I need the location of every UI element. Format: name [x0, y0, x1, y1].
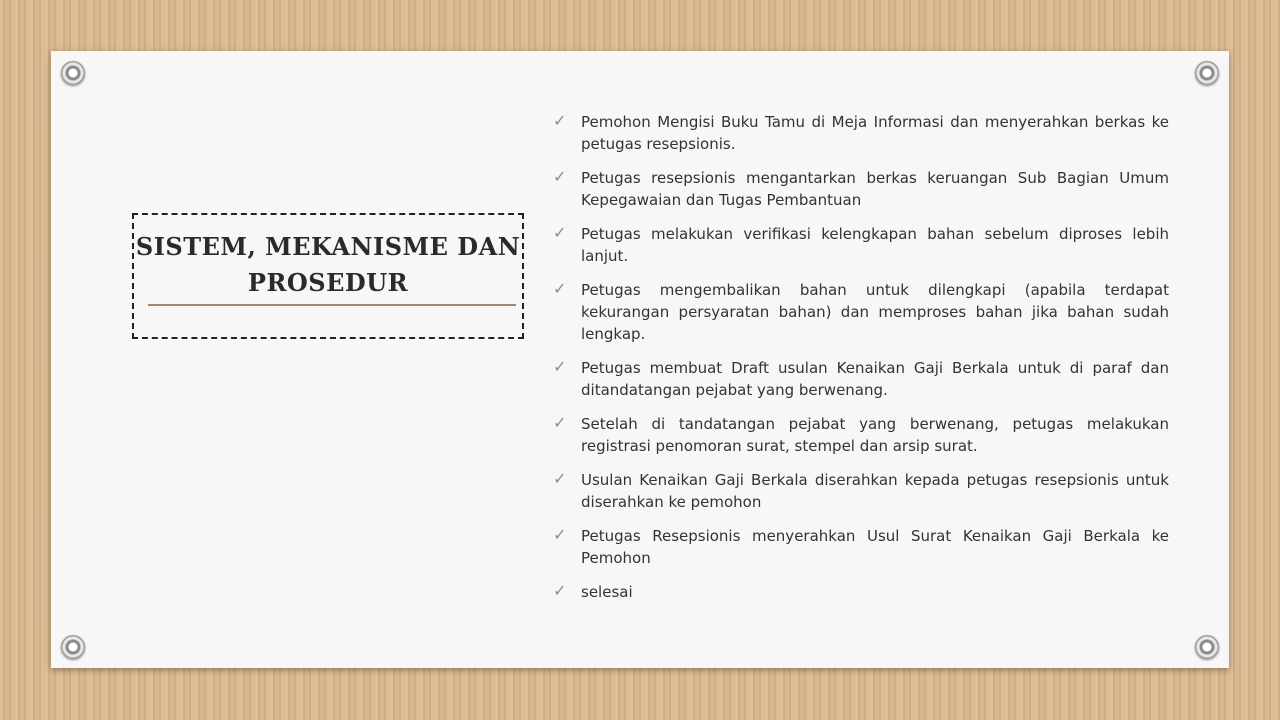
list-item-text: Petugas Resepsionis menyerahkan Usul Surat Kenaikan Gaji Berkala ke Pemohon: [581, 527, 1169, 567]
pin-icon: [1195, 61, 1219, 85]
check-icon: ✓: [553, 111, 567, 130]
check-icon: ✓: [553, 581, 567, 600]
list-item-text: Petugas mengembalikan bahan untuk dilengkapi (apabila terdapat kekurangan persyaratan bahan) dan memproses bahan jika bahan sudah lengkap.: [581, 281, 1169, 343]
list-item: [553, 469, 1169, 513]
check-icon: ✓: [553, 357, 567, 376]
list-item: [553, 581, 1169, 603]
list-item-text: Petugas resepsionis mengantarkan berkas keruangan Sub Bagian Umum Kepegawaian dan Tugas Pembantuan: [581, 169, 1169, 209]
list-item: [553, 413, 1169, 457]
check-icon: ✓: [553, 469, 567, 488]
list-item-text: Pemohon Mengisi Buku Tamu di Meja Informasi dan menyerahkan berkas ke petugas resepsionis.: [581, 113, 1169, 153]
list-item-text: selesai: [581, 583, 633, 601]
check-icon: ✓: [553, 279, 567, 298]
list-item: [553, 279, 1169, 345]
list-item: [553, 167, 1169, 211]
slide-title: SISTEM, MEKANISME DAN PROSEDUR: [135, 232, 521, 297]
list-item: [553, 357, 1169, 401]
title-box: [132, 213, 524, 339]
check-icon: ✓: [553, 525, 567, 544]
slide-paper: [51, 51, 1229, 668]
list-item: [553, 111, 1169, 155]
procedure-list: [553, 111, 1169, 615]
list-item: [553, 223, 1169, 267]
list-item-text: Petugas melakukan verifikasi kelengkapan bahan sebelum diproses lebih lanjut.: [581, 225, 1169, 265]
pin-icon: [1195, 635, 1219, 659]
list-item-text: Setelah di tandatangan pejabat yang berwenang, petugas melakukan registrasi penomoran surat, stempel dan arsip surat.: [581, 415, 1169, 455]
list-item-text: Usulan Kenaikan Gaji Berkala diserahkan kepada petugas resepsionis untuk diserahkan ke pemohon: [581, 471, 1169, 511]
check-icon: ✓: [553, 413, 567, 432]
check-icon: ✓: [553, 223, 567, 242]
list-item: [553, 525, 1169, 569]
check-icon: ✓: [553, 167, 567, 186]
pin-icon: [61, 635, 85, 659]
pin-icon: [61, 61, 85, 85]
title-underline: [148, 304, 516, 306]
list-item-text: Petugas membuat Draft usulan Kenaikan Gaji Berkala untuk di paraf dan ditandatangan pejabat yang berwenang.: [581, 359, 1169, 399]
